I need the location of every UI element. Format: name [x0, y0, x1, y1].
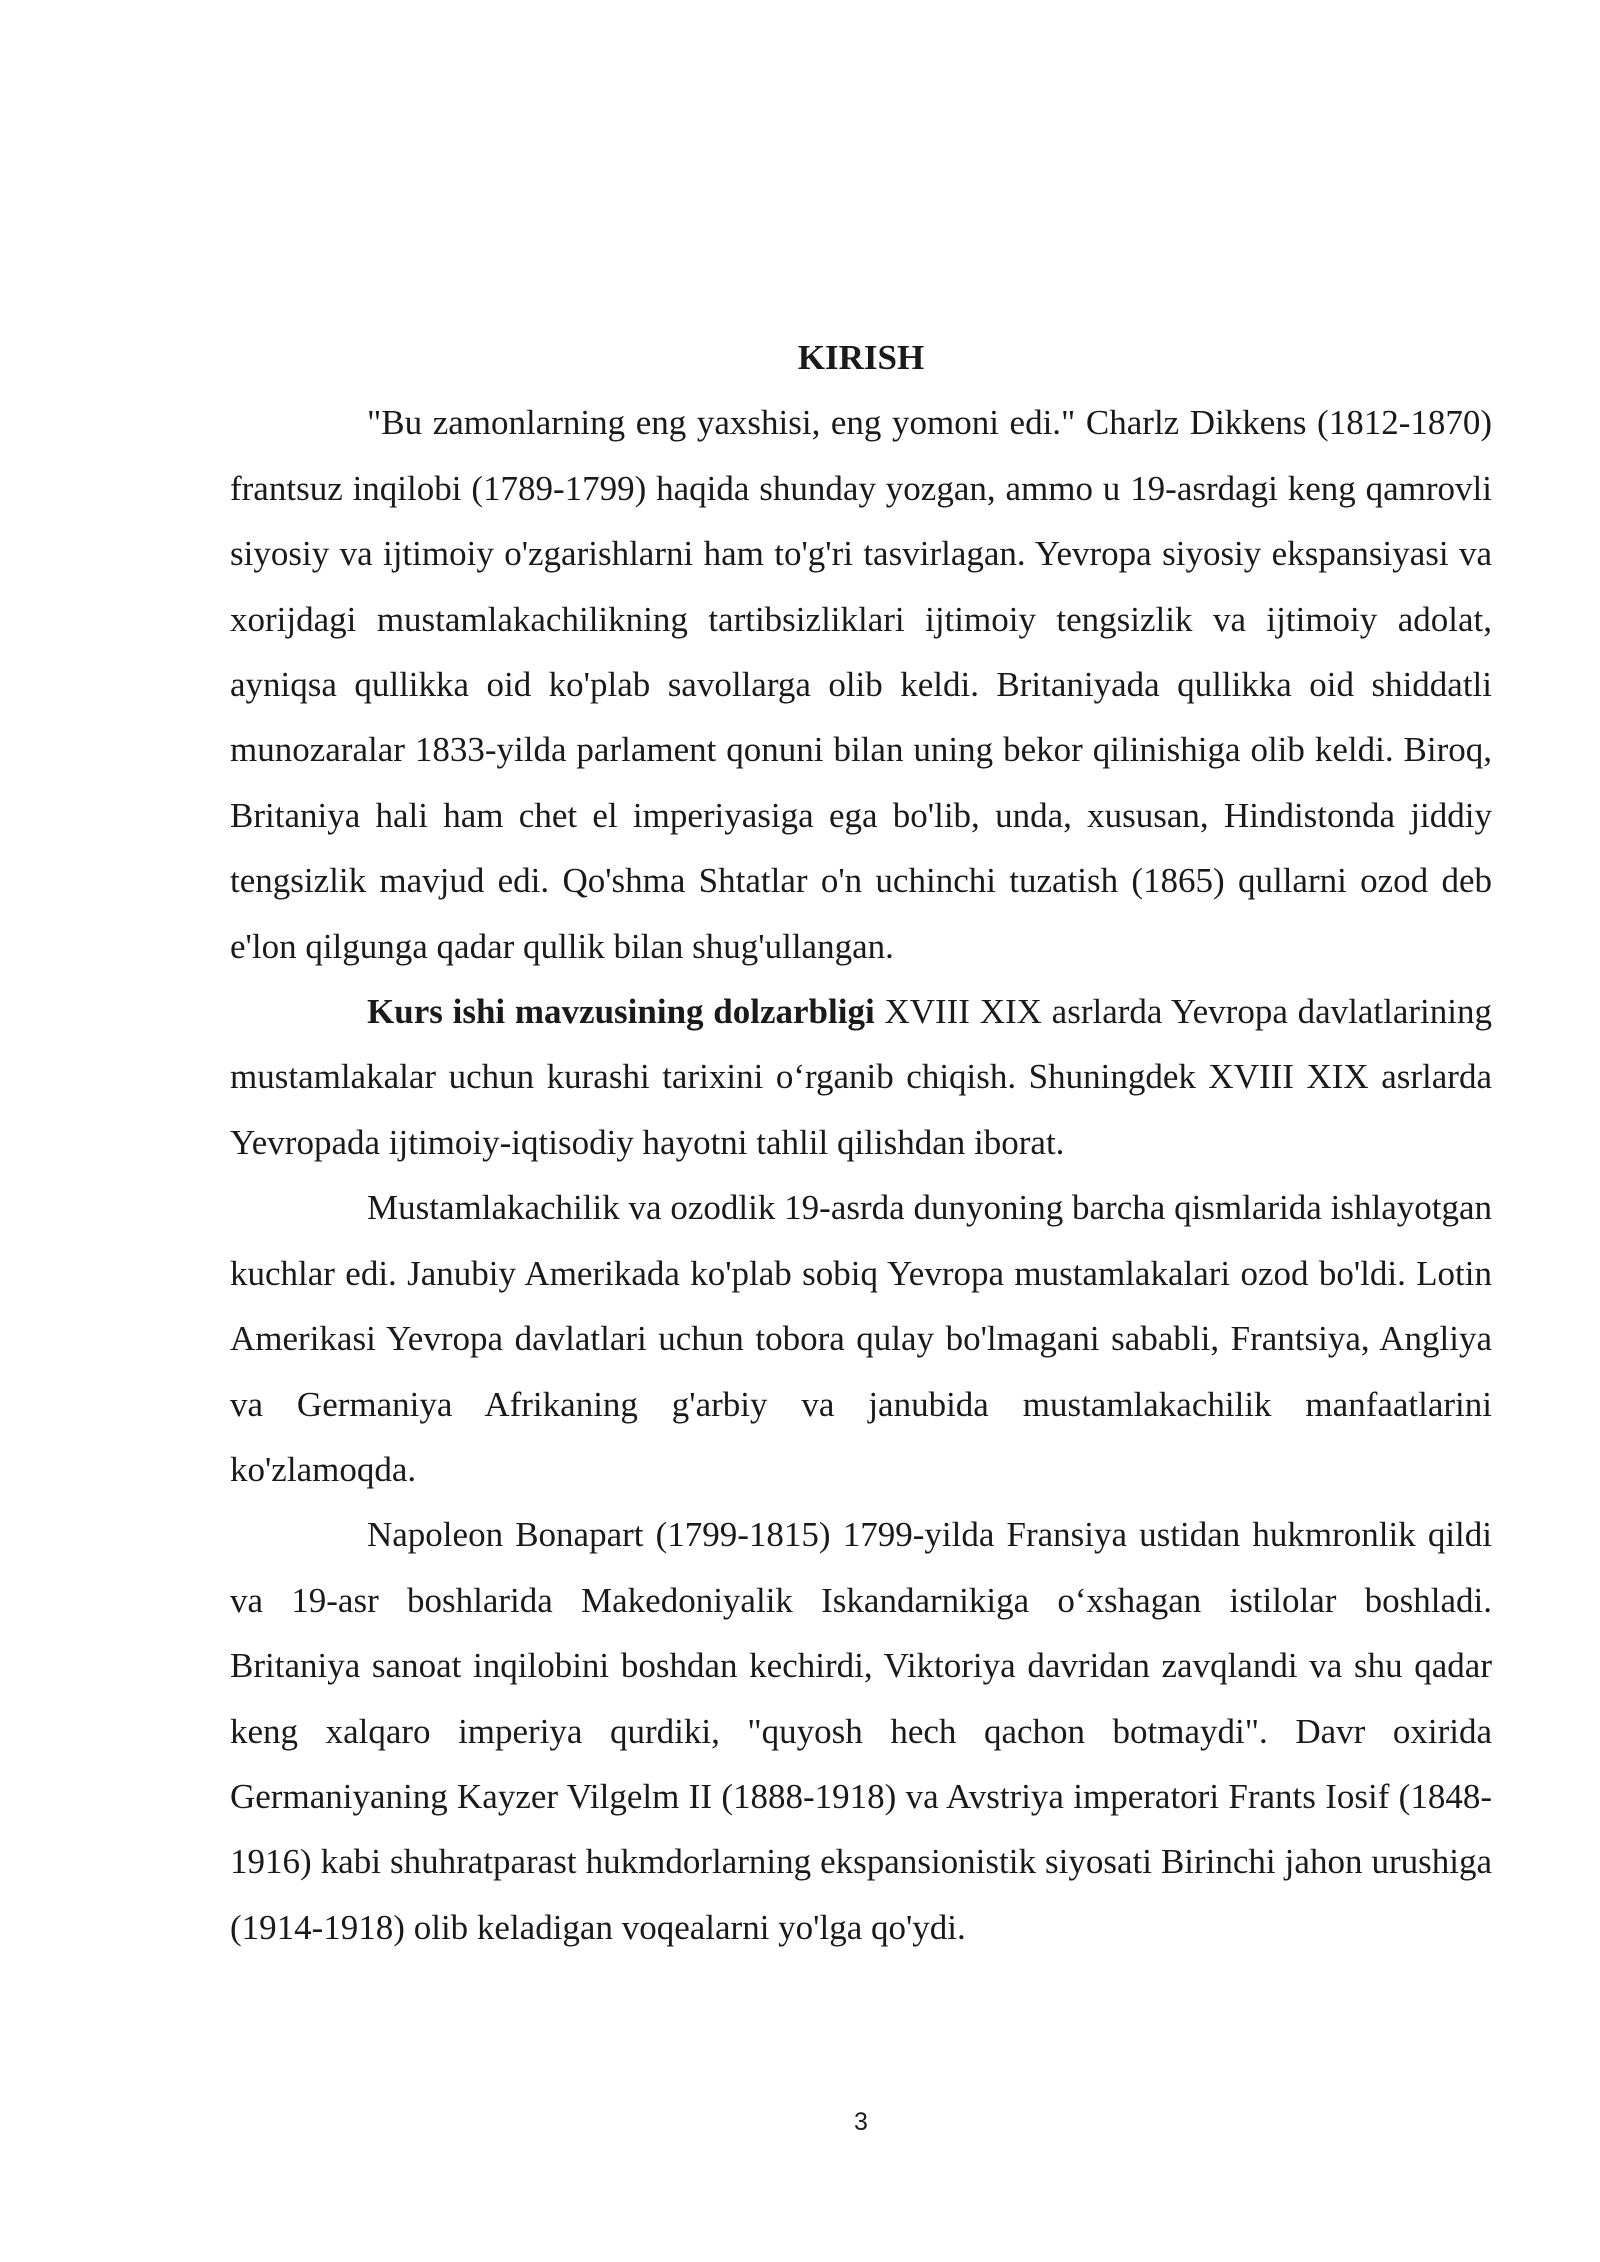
paragraph-2-lead: Kurs ishi mavzusining dolzarbligi — [367, 992, 875, 1032]
paragraph-4-text: Napoleon Bonapart (1799-1815) 1799-yilda Fransiya ustidan hukmronlik qildi va 19-asr boshlarida Makedoniyalik Iskandarnikiga o‘xshagan istilolar boshladi. Britaniya sanoat inqilobini boshdan kechirdi, Viktoriya davridan zavqlandi va shu qadar keng xalqaro imperiya qurdiki, "quyosh hech qachon botmaydi". Davr oxirida Germaniyaning Kayzer Vilgelm II (1888-1918) va Avstriya imperatori Frants Iosif (1848-1916) kabi shuhratparast hukmdorlarning ekspansionistik siyosati Birinchi jahon urushiga (1914-1918) olib keladigan voqealarni yo'lga qo'ydi. — [230, 1515, 1492, 1947]
page-title: KIRISH — [797, 338, 925, 377]
paragraph-2 — [230, 979, 1492, 1175]
paragraph-2-text: XVIII XIX asrlarda Yevropa davlatlarining mustamlakalar uchun kurashi tarixini o‘rganib chiqish. Shuningdek XVIII XIX asrlarda Yevropada ijtimoiy-iqtisodiy hayotni tahlil qilishdan iborat. — [230, 992, 1492, 1162]
paragraph-3-text: Mustamlakachilik va ozodlik 19-asrda dunyoning barcha qismlarida ishlayotgan kuchlar edi. Janubiy Amerikada ko'plab sobiq Yevropa mustamlakalari ozod bo'ldi. Lotin Amerikasi Yevropa davlatlari uchun tobora qulay bo'lmagani sababli, Frantsiya, Angliya va Germaniya Afrikaning g'arbiy va janubida mustamlakachilik manfaatlarini ko'zlamoqda. — [230, 1188, 1492, 1489]
page-number: 3 — [854, 2108, 868, 2136]
paragraph-1-text: "Bu zamonlarning eng yaxshisi, eng yomoni edi." Charlz Dikkens (1812-1870) frantsuz inqilobi (1789-1799) haqida shunday yozgan, ammo u 19-asrdagi keng qamrovli siyosiy va ijtimoiy o'zgarishlarni ham to'g'ri tasvirlagan. Yevropa siyosiy ekspansiyasi va xorijdagi mustamlakachilikning tartibsizliklari ijtimoiy tengsizlik va ijtimoiy adolat, ayniqsa qullikka oid ko'plab savollarga olib keldi. Britaniyada qullikka oid shiddatli munozaralar 1833-yilda parlament qonuni bilan uning bekor qilinishiga olib keldi. Biroq, Britaniya hali ham chet el imperiyasiga ega bo'lib, unda, xususan, Hindistonda jiddiy tengsizlik mavjud edi. Qo'shma Shtatlar o'n uchinchi tuzatish (1865) qullarni ozod deb e'lon qilgunga qadar qullik bilan shug'ullangan. — [230, 403, 1492, 966]
paragraph-4 — [230, 1502, 1492, 1960]
body-text — [230, 325, 1492, 1960]
paragraph-3 — [230, 1175, 1492, 1502]
paragraph-1 — [230, 390, 1492, 979]
